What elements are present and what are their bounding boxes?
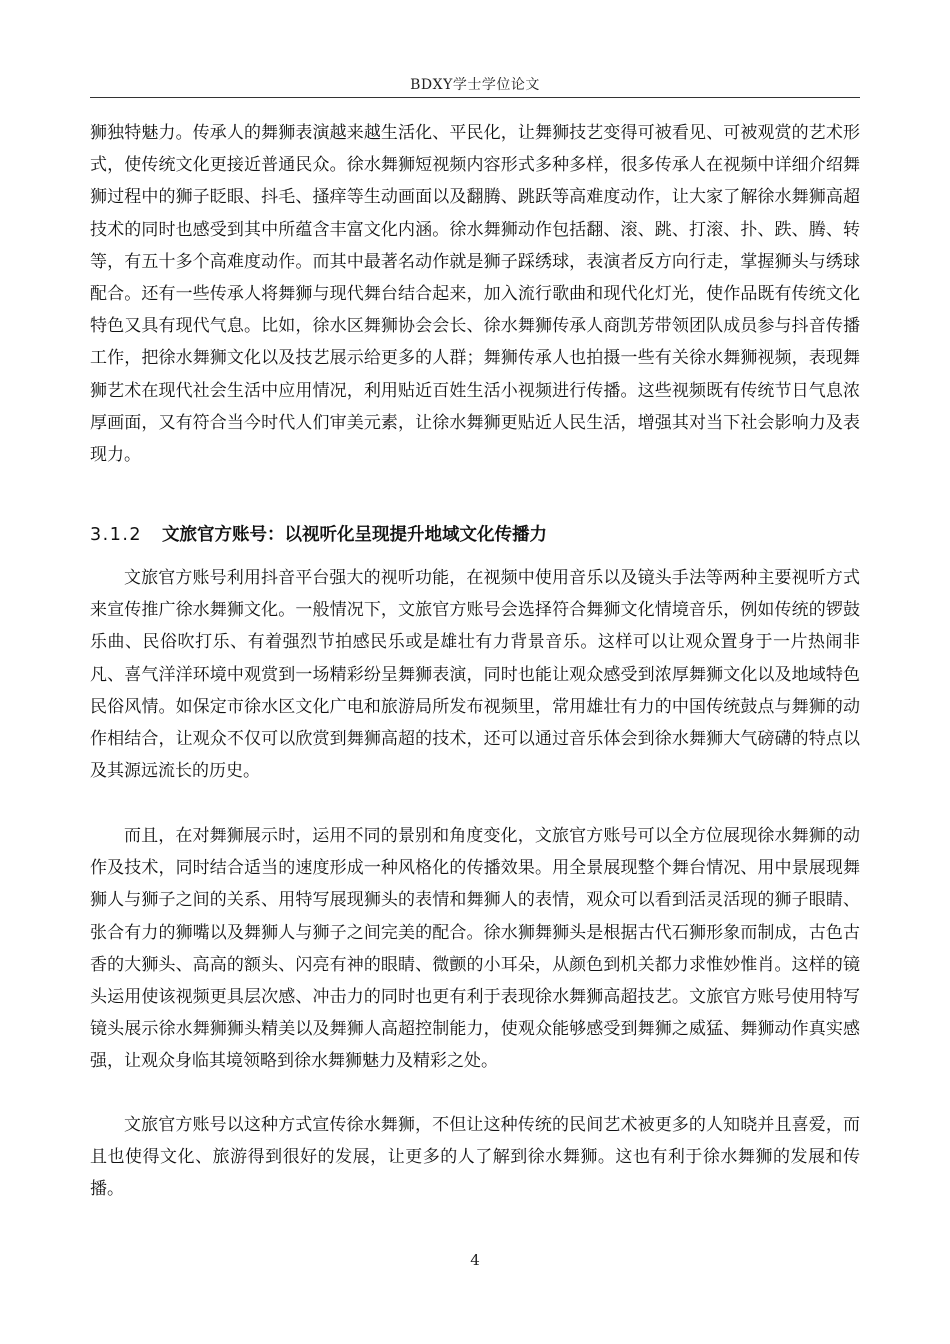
page-number: 4 — [470, 1251, 480, 1269]
body-paragraph: 而且，在对舞狮展示时，运用不同的景别和角度变化，文旅官方账号可以全方位展现徐水舞狮的动作及技术，同时结合适当的速度形成一种风格化的传播效果。用全景展现整个舞台情况、用中景展现舞狮人与狮子之间的关系、用特写展现狮头的表情和舞狮人的表情，观众可以看到活灵活现的狮子眼睛、张合有力的狮嘴以及舞狮人与狮子之间完美的配合。徐水狮舞狮头是根据古代石狮形象而制成，古色古香的大狮头、高高的额头、闪亮有神的眼睛、微颤的小耳朵，从颜色到机关都力求惟妙惟肖。这样的镜头运用使该视频更具层次感、冲击力的同时也更有利于表现徐水舞狮高超技艺。文旅官方账号使用特写镜头展示徐水舞狮狮头精美以及舞狮人高超控制能力，使观众能够感受到舞狮之威猛、舞狮动作真实感强，让观众身临其境领略到徐水舞狮魅力及精彩之处。 — [90, 826, 860, 1072]
body-paragraph: 文旅官方账号以这种方式宣传徐水舞狮，不但让这种传统的民间艺术被更多的人知晓并且喜爱，而且也使得文化、旅游得到很好的发展，让更多的人了解到徐水舞狮。这也有利于徐水舞狮的发展和传播。 — [90, 1115, 860, 1200]
section-heading — [90, 521, 860, 549]
section-number: 3.1.2 — [90, 525, 143, 545]
section-title: 文旅官方账号：以视听化呈现提升地域文化传播力 — [162, 525, 548, 545]
header-divider — [90, 97, 860, 98]
body-paragraph: 文旅官方账号利用抖音平台强大的视听功能，在视频中使用音乐以及镜头手法等两种主要视听方式来宣传推广徐水舞狮文化。一般情况下，文旅官方账号会选择符合舞狮文化情境音乐，例如传统的锣鼓乐曲、民俗吹打乐、有着强烈节拍感民乐或是雄壮有力背景音乐。这样可以让观众置身于一片热闹非凡、喜气洋洋环境中观赏到一场精彩纷呈舞狮表演，同时也能让观众感受到浓厚舞狮文化以及地域特色民俗风情。如保定市徐水区文化广电和旅游局所发布视频里，常用雄壮有力的中国传统鼓点与舞狮的动作相结合，让观众不仅可以欣赏到舞狮高超的技术，还可以通过音乐体会到徐水舞狮大气磅礴的特点以及其源远流长的历史。 — [90, 568, 860, 782]
page-header-title: BDXY学士学位论文 — [410, 77, 540, 93]
body-paragraph: 狮独特魅力。传承人的舞狮表演越来越生活化、平民化，让舞狮技艺变得可被看见、可被观赏的艺术形式，使传统文化更接近普通民众。徐水舞狮短视频内容形式多种多样，很多传承人在视频中详细介绍舞狮过程中的狮子眨眼、抖毛、搔痒等生动画面以及翻腾、跳跃等高难度动作，让大家了解徐水舞狮高超技术的同时也感受到其中所蕴含丰富文化内涵。徐水舞狮动作包括翻、滚、跳、打滚、扑、跌、腾、转等，有五十多个高难度动作。而其中最著名动作就是狮子踩绣球，表演者反方向行走，掌握狮头与绣球配合。还有一些传承人将舞狮与现代舞台结合起来，加入流行歌曲和现代化灯光，使作品既有传统文化特色又具有现代气息。比如，徐水区舞狮协会会长、徐水舞狮传承人商凯芳带领团队成员参与抖音传播工作，把徐水舞狮文化以及技艺展示给更多的人群；舞狮传承人也拍摄一些有关徐水舞狮视频，表现舞狮艺术在现代社会生活中应用情况，利用贴近百姓生活小视频进行传播。这些视频既有传统节日气息浓厚画面，又有符合当今时代人们审美元素，让徐水舞狮更贴近人民生活，增强其对当下社会影响力及表现力。 — [90, 123, 860, 466]
